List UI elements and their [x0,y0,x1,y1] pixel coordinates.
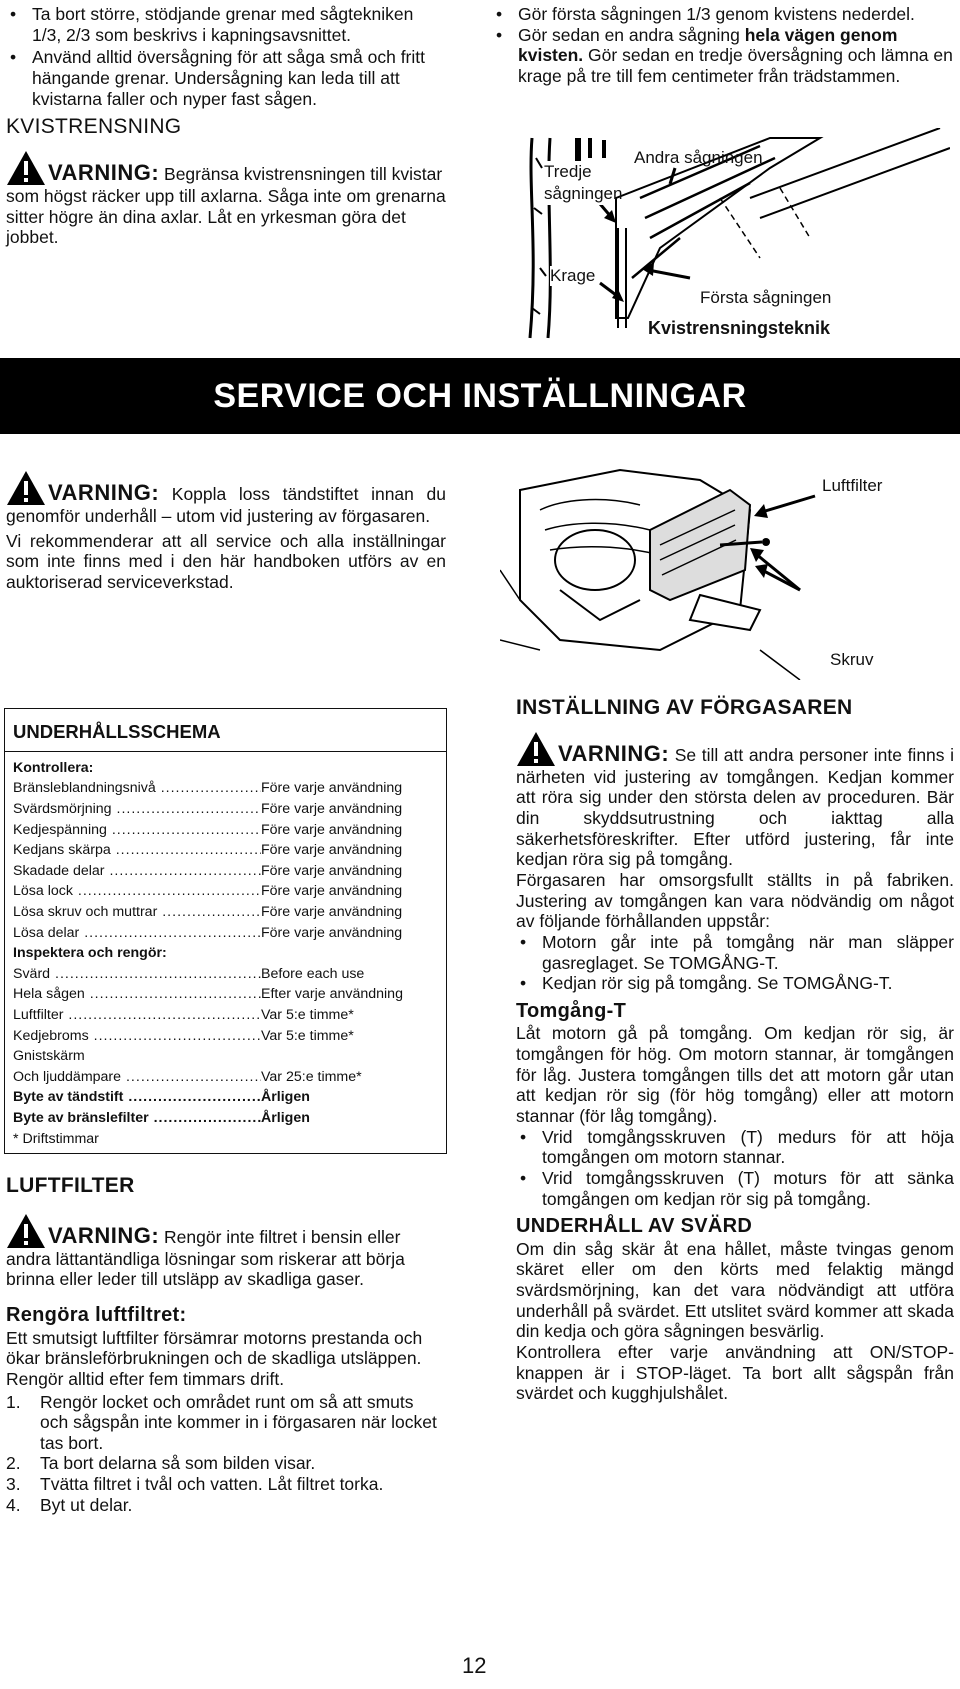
tomgang-paragraph: Låt motorn gå på tomgång. Om kedjan rör sig, är tomgången för hög. Om motorn stannar, är tomgången för låg. Justera tomgången tills det att motorn går utan att kedjan rör sig (för hög tomgång) eller att motorn stannar (för låg tomgång). [516,1023,954,1126]
schedule-row: Byte av bränslefilter ..... Årligen [5,1108,446,1129]
figure-label-tredje: Tredje sågningen [544,162,623,203]
subheading-rengora: Rengöra luftfiltret: [6,1304,187,1327]
schedule-row: Lösa skruv och muttrar ..... Före varje användning [5,902,446,923]
luftfilter-section [6,1174,446,1515]
warning-paragraph [6,1213,446,1290]
pruning-technique-figure [520,128,950,348]
schedule-row: Svärd ..... Before each use [5,964,446,985]
warning-label: VARNING: [48,480,160,505]
schedule-row: Lösa delar ..... Före varje användning [5,923,446,944]
subheading-tomgang: Tomgång-T [516,999,627,1022]
section-banner: SERVICE OCH INSTÄLLNINGAR [0,358,960,434]
warning-text: Se till att andra personer inte finns i närheten vid justering av tomgången. Kedjan kommer att röra sig under den största delen av proceduren. Bär din skyddsutrustning och iakttag alla säkerhetsföreskrifter. Efter utförd justering, får inte kedjan röra sig på tomgång. [516,744,954,870]
schedule-row: Kedjebroms ..... Var 5:e timme* [5,1026,446,1047]
airfilter-figure [500,450,950,680]
figure-label-skruv: Skruv [830,650,874,669]
warning-text: Begränsa kvistrensningen till kvistar som högst räcker upp till axlarna. Såga inte om grenarna sitter högre än dina axlar. Låt en yrkesman göra det jobbet. [6,163,446,248]
list-item: 2. Ta bort delarna så som bilden visar. [6,1453,316,1474]
schedule-title: UNDERHÅLLSSCHEMA [5,709,446,752]
list-item: • Vrid tomgångsskruven (T) medurs för att höja tomgången om motorn stannar. [516,1127,954,1168]
schedule-footnote: * Driftstimmar [13,1130,99,1147]
schedule-row: Svärdsmörjning ..... Före varje användning [5,799,446,820]
list-item: 4. Byt ut delar. [6,1494,133,1515]
section-heading-svard: UNDERHÅLL AV SVÄRD [516,1215,753,1238]
list-item: • Kedjan rör sig på tomgång. Se TOMGÅNG-T. [516,973,954,994]
schedule-row: Hela sågen ..... Efter varje användning [5,984,446,1005]
schedule-row-label: Gnistskärm [13,1048,85,1065]
list-item: 1. Rengör locket och området runt om så att smuts och sågspån inte kommer in i förgasaren när locket tas bort. [6,1391,437,1453]
service-paragraph: Vi rekommenderar att all service och alla inställningar som inte finns med i den här handboken utförs av en auktoriserad serviceverkstad. [6,530,446,592]
list-item: 3. Tvätta filtret i tvål och vatten. Låt filtret torka. [6,1474,384,1495]
figure-label-luftfilter: Luftfilter [822,476,883,495]
right-top-section [492,4,954,87]
svard-paragraph-2: Kontrollera efter varje användning att ON/STOP-knappen är i STOP-läget. Ta bort allt sågspån från svärdet och kugghjulshålet. [516,1341,954,1404]
figure-label-krage: Krage [550,266,596,285]
figure-label-andra: Andra sågningen [634,148,763,167]
list-item: • Använd alltid översågning för att såga små och fritt hängande grenar. Undersågning kan leda till att kvistarna faller och nyper fast sågen. [6,47,446,109]
schedule-row: Luftfilter ..... Var 5:e timme* [5,1005,446,1026]
schedule-row: Kedjans skärpa ..... Före varje användning [5,840,446,861]
schedule-row: Lösa lock ..... Före varje användning [5,881,446,902]
schedule-group-heading: Kontrollera: [13,759,94,776]
warning-paragraph [6,470,446,527]
warning-triangle-icon [516,745,558,765]
schedule-row: Och ljuddämpare ..... Var 25:e timme* [5,1067,446,1088]
maintenance-schedule [4,708,447,1154]
page-number: 12 [462,1653,487,1678]
list-item: • Gör första sågningen 1/3 genom kvistens nederdel. [492,4,954,25]
warning-paragraph [516,731,954,870]
schedule-row: Byte av tändstift ..... Årligen [5,1087,446,1108]
schedule-row: Skadade delar ..... Före varje användning [5,861,446,882]
schedule-row: Bränsleblandningsnivå ..... Före varje användning [5,778,446,799]
luftfilter-paragraph: Ett smutsigt luftfilter försämrar motorns prestanda och ökar bränsleförbrukningen och de skadliga utsläppen. Rengör alltid efter fem timmars drift. [6,1327,423,1389]
list-item: • Motorn går inte på tomgång när man släpper gasreglaget. Se TOMGÅNG-T. [516,932,954,973]
svard-paragraph: Om din såg skär åt ena hållet, måste tvingas genom skäret eller om den körts med felaktig mängd svärdsmörjning, kan det vara nödvändigt att utföra underhåll på svärdet. Ett utslitet svärd kommer att skada din kedja och göra sågningen besvärlig. [516,1238,954,1342]
saw-engine-illustration [500,450,950,680]
schedule-row: Kedjespänning ..... Före varje användning [5,820,446,841]
warning-triangle-icon [6,164,48,184]
warning-label: VARNING: [48,159,160,185]
list-item: • Vrid tomgångsskruven (T) moturs för att sänka tomgången om kedjan rör sig på tomgång. [516,1168,954,1209]
warning-paragraph [6,150,446,248]
warning-label: VARNING: [558,740,670,766]
warning-triangle-icon [6,484,48,504]
list-item: • Ta bort större, stödjande grenar med sågtekniken 1/3, 2/3 som beskrivs i kapningsavsnittet. [6,4,446,45]
service-warning-section [6,470,446,593]
section-heading-forgasare: INSTÄLLNING AV FÖRGASAREN [516,696,853,719]
warning-triangle-icon [6,1227,48,1247]
warning-text: Koppla loss tändstiftet innan du genomför underhåll – utom vid justering av förgasaren. [6,484,446,526]
forgasare-paragraph: Förgasaren har omsorgsfullt ställts in på fabriken. Justering av tomgången kan vara nödvändig om något av följande förhållanden uppstår: [516,869,954,932]
warning-label: VARNING: [48,1222,160,1248]
figure-caption: Kvistrensningsteknik [648,318,831,338]
schedule-group-heading: Inspektera och rengör: [13,945,167,962]
warning-text: Rengör inte filtret i bensin eller andra lättantändliga lösningar som riskerar att börja brinna eller leder till utsläpp av skadliga gaser. [6,1226,405,1290]
forgasare-section [516,696,954,1404]
section-heading-luftfilter: LUFTFILTER [6,1174,135,1197]
section-heading-kvistrensning: KVISTRENSNING [6,115,182,139]
figure-label-forsta: Första sågningen [700,288,832,307]
list-item: • Gör sedan en andra sågning hela vägen genom kvisten. Gör sedan en tredje översågning och lämna en krage på tre till fem centimeter från trädstammen. [492,25,954,87]
left-top-section [6,4,446,248]
